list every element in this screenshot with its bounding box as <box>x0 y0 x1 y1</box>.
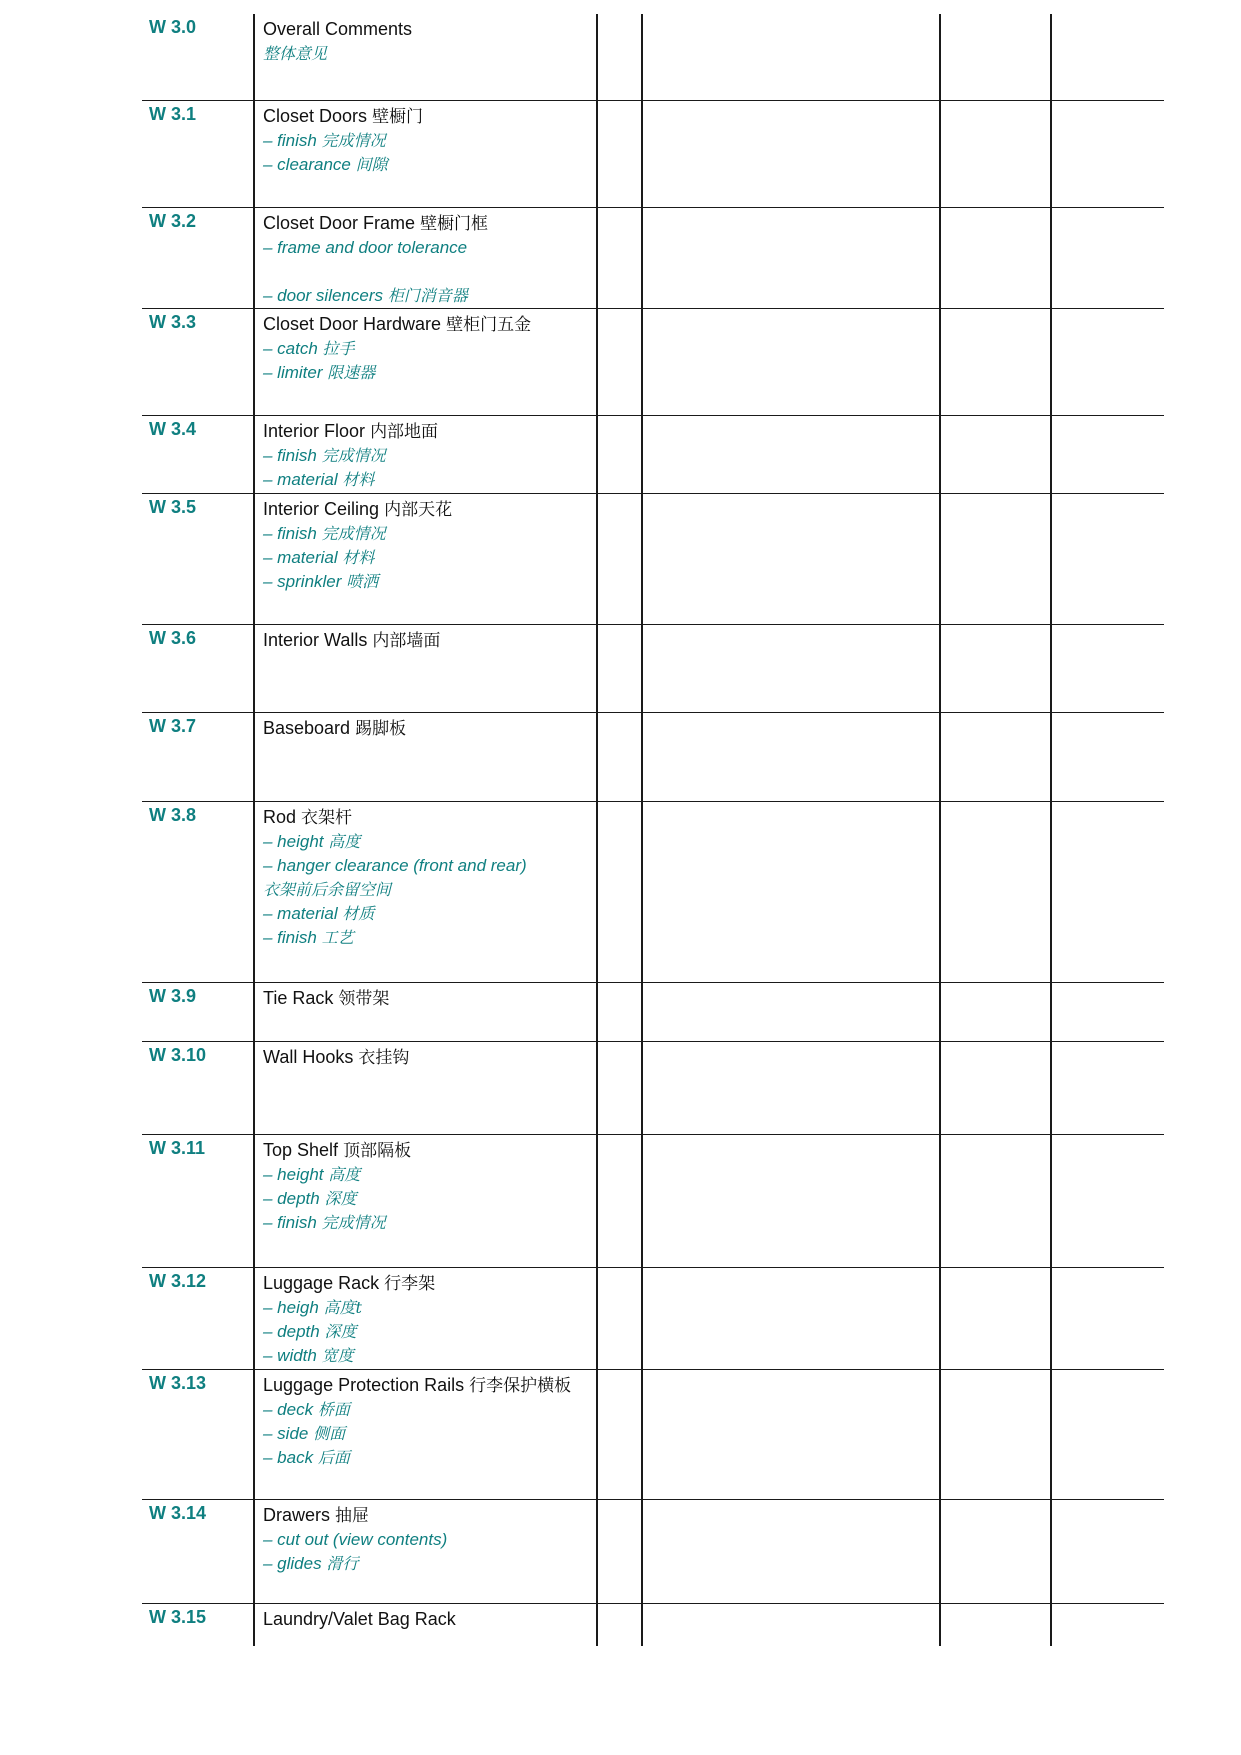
sub-item-zh: 材质 <box>342 904 375 923</box>
item-title <box>263 1503 603 1528</box>
sub-item-zh: 桥面 <box>317 1400 350 1419</box>
item-code: W 3.0 <box>149 17 197 37</box>
sub-item-en: – door silencers <box>263 286 384 305</box>
item-description <box>263 1045 603 1070</box>
sub-item-en: – height <box>263 832 324 851</box>
item-title-en: Overall Comments <box>263 19 413 39</box>
sub-item-zh: 高度 <box>328 832 361 851</box>
item-code: W 3.5 <box>149 497 197 517</box>
sub-item-en: – deck <box>263 1400 314 1419</box>
table-row <box>142 625 1164 713</box>
sub-item-en: – glides <box>263 1554 322 1573</box>
sub-item-zh: 完成情况 <box>321 524 386 543</box>
item-description <box>263 104 603 177</box>
sub-item <box>263 1296 603 1320</box>
table-row <box>142 1500 1164 1604</box>
sub-item-zh: 完成情况 <box>321 131 386 150</box>
item-description <box>263 17 603 66</box>
item-code: W 3.8 <box>149 805 197 825</box>
sub-item-en: – depth <box>263 1189 320 1208</box>
sub-item-en: – heigh <box>263 1298 319 1317</box>
table-row <box>142 309 1164 416</box>
item-description <box>263 1503 603 1576</box>
sub-item <box>263 129 603 153</box>
sub-item-zh: 深度 <box>324 1189 357 1208</box>
item-description <box>263 1138 603 1235</box>
table-row <box>142 713 1164 802</box>
item-title <box>263 986 603 1011</box>
item-title <box>263 628 603 653</box>
item-description <box>263 628 603 653</box>
sub-item-zh: 完成情况 <box>321 446 386 465</box>
sub-item <box>263 361 603 385</box>
item-title-en: Baseboard <box>263 718 351 738</box>
sub-item-en: – cut out (view contents) <box>263 1530 448 1549</box>
item-code: W 3.3 <box>149 312 197 332</box>
sub-item <box>263 236 603 260</box>
sub-item-zh: 工艺 <box>321 928 354 947</box>
sub-item <box>263 830 603 854</box>
sub-item-zh: 整体意见 <box>263 44 328 63</box>
table-row <box>142 14 1164 101</box>
item-description <box>263 716 603 741</box>
item-title-zh: 内部天花 <box>384 500 453 520</box>
sub-item-en: – material <box>263 904 338 923</box>
item-code: W 3.15 <box>149 1607 207 1627</box>
sub-item-en: – side <box>263 1424 309 1443</box>
item-title-en: Closet Door Hardware <box>263 314 442 334</box>
sub-item-zh: 高度 <box>328 1165 361 1184</box>
item-description <box>263 497 603 594</box>
table-row <box>142 416 1164 494</box>
sub-item <box>263 1320 603 1344</box>
item-description <box>263 1271 603 1368</box>
sub-item <box>263 1211 603 1235</box>
item-title <box>263 716 603 741</box>
item-description <box>263 986 603 1011</box>
sub-item-zh: 后面 <box>317 1448 350 1467</box>
sub-item <box>263 926 603 950</box>
item-description <box>263 211 603 308</box>
table-row <box>142 208 1164 309</box>
sub-item-zh: 深度 <box>324 1322 357 1341</box>
item-code: W 3.1 <box>149 104 197 124</box>
item-title-zh: 衣挂钩 <box>358 1048 410 1068</box>
sub-item <box>263 1187 603 1211</box>
item-title-en: Interior Ceiling <box>263 499 380 519</box>
table-row <box>142 1268 1164 1370</box>
item-title-zh: 踢脚板 <box>355 719 407 739</box>
sub-item <box>263 902 603 926</box>
item-title-en: Tie Rack <box>263 988 334 1008</box>
item-title-zh: 壁柜门五金 <box>446 315 532 335</box>
item-code: W 3.6 <box>149 628 197 648</box>
table-row <box>142 1370 1164 1500</box>
item-title-en: Drawers <box>263 1505 331 1525</box>
item-title-en: Luggage Rack <box>263 1273 380 1293</box>
item-title <box>263 419 603 444</box>
table-row <box>142 983 1164 1042</box>
item-title-en: Interior Walls <box>263 630 368 650</box>
item-title-en: Laundry/Valet Bag Rack <box>263 1609 456 1629</box>
sub-item-zh: 宽度 <box>321 1346 354 1365</box>
sub-item-zh: 喷洒 <box>346 572 379 591</box>
table-row <box>142 1042 1164 1135</box>
item-title <box>263 1271 603 1296</box>
sub-item <box>263 1446 603 1470</box>
sub-item <box>263 1528 603 1552</box>
item-title-zh: 行李架 <box>384 1274 436 1294</box>
sub-item <box>263 522 603 546</box>
sub-item-zh: 拉手 <box>322 339 355 358</box>
item-title <box>263 1138 603 1163</box>
item-title-zh: 顶部隔板 <box>343 1141 412 1161</box>
sub-item-zh: 材料 <box>342 548 375 567</box>
sub-item-en: – hanger clearance (front and rear) <box>263 856 527 875</box>
sub-item <box>263 1163 603 1187</box>
item-title <box>263 312 603 337</box>
sub-item-en: – material <box>263 470 338 489</box>
item-code: W 3.4 <box>149 419 197 439</box>
item-description <box>263 312 603 385</box>
sub-item-zh: 完成情况 <box>321 1213 386 1232</box>
sub-item-zh: 衣架前后余留空间 <box>263 880 392 899</box>
item-code: W 3.13 <box>149 1373 207 1393</box>
item-title-en: Wall Hooks <box>263 1047 354 1067</box>
item-title-en: Rod <box>263 807 297 827</box>
item-description <box>263 1373 603 1470</box>
sub-item <box>263 1422 603 1446</box>
sub-item-en: – finish <box>263 1213 317 1232</box>
item-code: W 3.14 <box>149 1503 207 1523</box>
item-title <box>263 211 603 236</box>
table-row <box>142 802 1164 983</box>
sub-item-en: – limiter <box>263 363 323 382</box>
item-title-en: Interior Floor <box>263 421 366 441</box>
item-code: W 3.9 <box>149 986 197 1006</box>
item-code: W 3.11 <box>149 1138 206 1158</box>
sub-item-en: – width <box>263 1346 317 1365</box>
item-title <box>263 17 603 42</box>
item-title-zh: 领带架 <box>338 989 390 1009</box>
sub-item <box>263 284 603 308</box>
item-code: W 3.2 <box>149 211 197 231</box>
table-row <box>142 494 1164 625</box>
sub-item-zh: 限速器 <box>327 363 376 382</box>
sub-item <box>263 854 603 878</box>
item-title-en: Closet Doors <box>263 106 368 126</box>
sub-item-en: – finish <box>263 131 317 150</box>
sub-item-zh: 柜门消音器 <box>387 286 468 305</box>
sub-item-en: – finish <box>263 524 317 543</box>
item-title-zh: 壁橱门 <box>372 107 424 127</box>
sub-item <box>263 153 603 177</box>
item-title-zh: 抽屉 <box>335 1506 370 1526</box>
sub-item <box>263 1552 603 1576</box>
sub-item-en: – sprinkler <box>263 572 342 591</box>
sub-item <box>263 1398 603 1422</box>
item-title-zh: 内部墙面 <box>372 631 441 651</box>
sub-item <box>263 546 603 570</box>
sub-item-en: – finish <box>263 928 317 947</box>
sub-item <box>263 337 603 361</box>
sub-item <box>263 444 603 468</box>
sub-item-zh: 材料 <box>342 470 375 489</box>
table-row <box>142 101 1164 208</box>
sub-item-en: – finish <box>263 446 317 465</box>
item-title <box>263 1045 603 1070</box>
sub-item <box>263 1344 603 1368</box>
item-title-en: Luggage Protection Rails <box>263 1375 465 1395</box>
sub-item <box>263 570 603 594</box>
sub-item-en: – back <box>263 1448 314 1467</box>
item-title-en: Top Shelf <box>263 1140 339 1160</box>
table-row <box>142 1604 1164 1645</box>
item-title <box>263 497 603 522</box>
sub-item-en: – height <box>263 1165 324 1184</box>
sub-item-en: – catch <box>263 339 318 358</box>
item-description <box>263 419 603 492</box>
item-title-zh: 壁橱门框 <box>420 214 489 234</box>
item-title <box>263 104 603 129</box>
sub-item-zh: 间隙 <box>355 155 388 174</box>
sub-item-en: – frame and door tolerance <box>263 238 468 257</box>
item-description <box>263 805 603 950</box>
table-row <box>142 1135 1164 1268</box>
sub-item-zh: 滑行 <box>326 1554 359 1573</box>
item-title <box>263 1373 603 1398</box>
item-description <box>263 1607 603 1632</box>
item-title-en: Closet Door Frame <box>263 213 416 233</box>
sub-item-en: – depth <box>263 1322 320 1341</box>
item-title <box>263 805 603 830</box>
sub-item-zh: 高度t <box>323 1298 362 1317</box>
item-code: W 3.10 <box>149 1045 207 1065</box>
sub-item <box>263 42 603 66</box>
sub-item-en: – material <box>263 548 338 567</box>
item-title-zh: 衣架杆 <box>301 808 353 828</box>
item-code: W 3.7 <box>149 716 197 736</box>
item-title-zh: 内部地面 <box>370 422 439 442</box>
sub-item <box>263 878 603 902</box>
sub-item-en: – clearance <box>263 155 351 174</box>
sub-item <box>263 468 603 492</box>
item-title-zh: 行李保护横板 <box>469 1376 572 1396</box>
item-title <box>263 1607 603 1632</box>
sub-item-zh: 侧面 <box>313 1424 346 1443</box>
item-code: W 3.12 <box>149 1271 207 1291</box>
